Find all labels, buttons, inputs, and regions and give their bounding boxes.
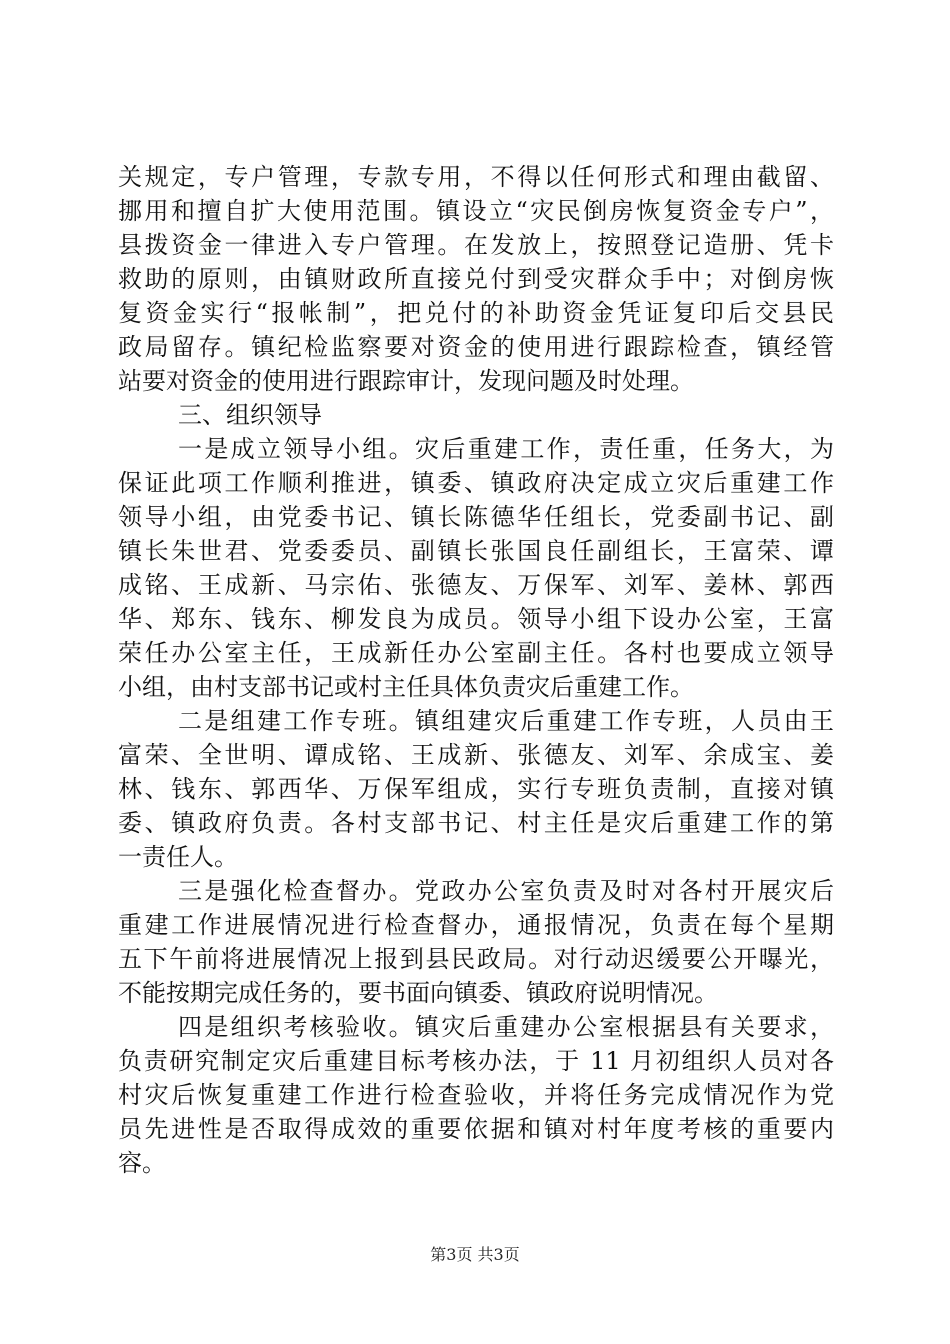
text-line: 保证此项工作顺利推进，镇委、镇政府决定成立灾后重建工作 (118, 469, 834, 497)
text-line: 三是强化检查督办。党政办公室负责及时对各村开展灾后 (178, 877, 834, 905)
text-line: 小组，由村支部书记或村主任具体负责灾后重建工作。 (118, 673, 694, 701)
text-line: 领导小组，由党委书记、镇长陈德华任组长，党委副书记、副 (118, 503, 834, 531)
text-line: 成铭、王成新、马宗佑、张德友、万保军、刘军、姜林、郭西 (118, 571, 834, 599)
text-line: 一是成立领导小组。灾后重建工作，责任重，任务大，为 (178, 435, 834, 463)
text-line: 复资金实行“报帐制”，把兑付的补助资金凭证复印后交县民 (118, 299, 834, 327)
text-line: 负责研究制定灾后重建目标考核办法，于 11 月初组织人员对各 (118, 1047, 834, 1075)
text-line: 挪用和擅自扩大使用范围。镇设立“灾民倒房恢复资金专户”， (118, 197, 834, 225)
text-line: 县拨资金一律进入专户管理。在发放上，按照登记造册、凭卡 (118, 231, 834, 259)
text-line: 二是组建工作专班。镇组建灾后重建工作专班，人员由王 (178, 707, 834, 735)
section-heading: 三、组织领导 (178, 401, 322, 429)
text-line: 不能按期完成任务的，要书面向镇委、镇政府说明情况。 (118, 979, 718, 1007)
text-line: 林、钱东、郭西华、万保军组成，实行专班负责制，直接对镇 (118, 775, 834, 803)
text-line: 重建工作进展情况进行检查督办，通报情况，负责在每个星期 (118, 911, 834, 939)
text-line: 救助的原则，由镇财政所直接兑付到受灾群众手中；对倒房恢 (118, 265, 834, 293)
page-number-footer: 第3页 共3页 (430, 1245, 520, 1264)
text-line: 政局留存。镇纪检监察要对资金的使用进行跟踪检查，镇经管 (118, 333, 834, 361)
document-body (118, 160, 834, 1180)
text-line: 四是组织考核验收。镇灾后重建办公室根据县有关要求， (178, 1013, 834, 1041)
text-line: 一责任人。 (118, 843, 238, 871)
text-line: 镇长朱世君、党委委员、副镇长张国良任副组长，王富荣、谭 (118, 537, 834, 565)
text-line: 村灾后恢复重建工作进行检查验收，并将任务完成情况作为党 (118, 1081, 834, 1109)
text-line: 委、镇政府负责。各村支部书记、村主任是灾后重建工作的第 (118, 809, 834, 837)
text-line: 荣任办公室主任，王成新任办公室副主任。各村也要成立领导 (118, 639, 834, 667)
text-line: 员先进性是否取得成效的重要依据和镇对村年度考核的重要内 (118, 1115, 834, 1143)
text-line: 华、郑东、钱东、柳发良为成员。领导小组下设办公室，王富 (118, 605, 834, 633)
text-line: 容。 (118, 1149, 166, 1177)
text-line: 关规定，专户管理，专款专用，不得以任何形式和理由截留、 (118, 163, 834, 191)
text-line: 富荣、全世明、谭成铭、王成新、张德友、刘军、余成宝、姜 (118, 741, 834, 769)
text-line: 站要对资金的使用进行跟踪审计，发现问题及时处理。 (118, 367, 694, 395)
text-line: 五下午前将进展情况上报到县民政局。对行动迟缓要公开曝光， (118, 945, 834, 973)
